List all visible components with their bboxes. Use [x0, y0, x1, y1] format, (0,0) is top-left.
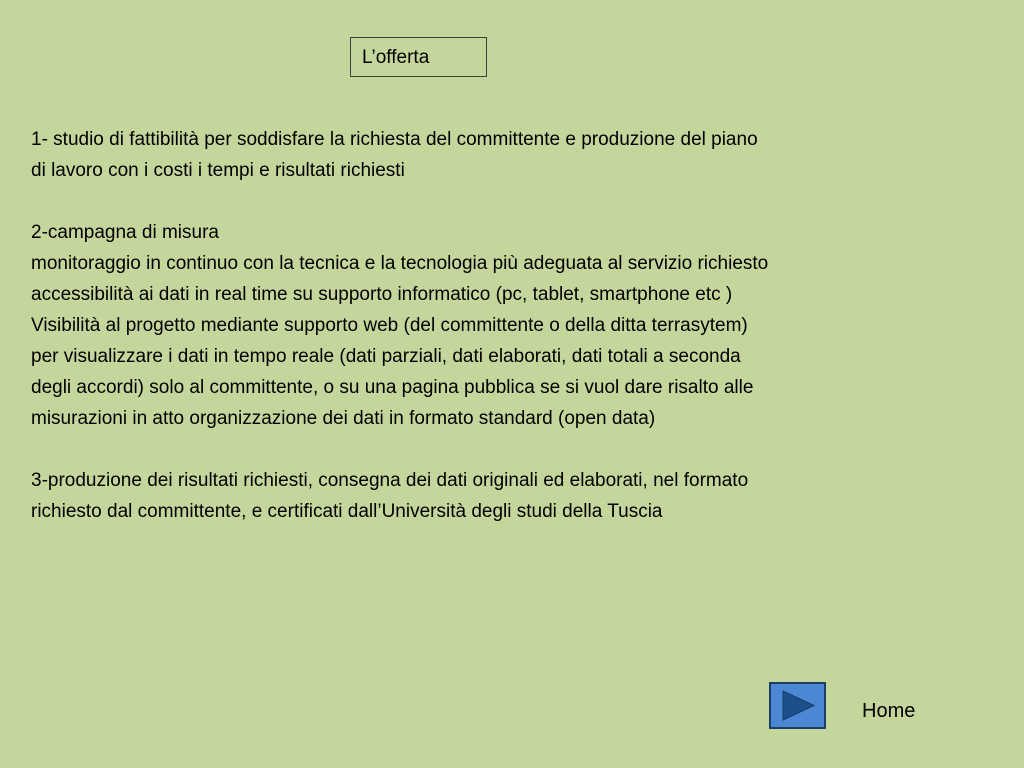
- section-feasibility: [31, 124, 981, 186]
- home-nav-button[interactable]: [769, 682, 826, 729]
- section-results-delivery: [31, 465, 981, 527]
- section-1-line: 1- studio di fattibilità per soddisfare la richiesta del committente e produzione del piano: [31, 129, 758, 150]
- home-link[interactable]: Home: [862, 700, 916, 722]
- section-1-line: di lavoro con i costi i tempi e risultati richiesti: [31, 160, 405, 181]
- slide-body: [31, 124, 981, 558]
- play-arrow-icon: [771, 684, 824, 727]
- section-2-line: accessibilità ai dati in real time su supporto informatico (pc, tablet, smartphone etc ): [31, 284, 733, 305]
- section-2-heading: 2-campagna di misura: [31, 222, 219, 243]
- section-2-line: monitoraggio in continuo con la tecnica e la tecnologia più adeguata al servizio richiesto: [31, 253, 769, 274]
- section-2-line: per visualizzare i dati in tempo reale (dati parziali, dati elaborati, dati totali a seconda: [31, 346, 741, 367]
- section-3-line: 3-produzione dei risultati richiesti, consegna dei dati originali ed elaborati, nel formato: [31, 470, 749, 491]
- section-2-line: Visibilità al progetto mediante supporto web (del committente o della ditta terrasytem): [31, 315, 748, 336]
- slide-title: L’offerta: [350, 37, 487, 77]
- section-3-line: richiesto dal committente, e certificati dall’Università degli studi della Tuscia: [31, 501, 663, 522]
- section-2-line: misurazioni in atto organizzazione dei dati in formato standard (open data): [31, 408, 656, 429]
- section-measurement-campaign: [31, 217, 981, 434]
- section-2-line: degli accordi) solo al committente, o su una pagina pubblica se si vuol dare risalto alle: [31, 377, 754, 398]
